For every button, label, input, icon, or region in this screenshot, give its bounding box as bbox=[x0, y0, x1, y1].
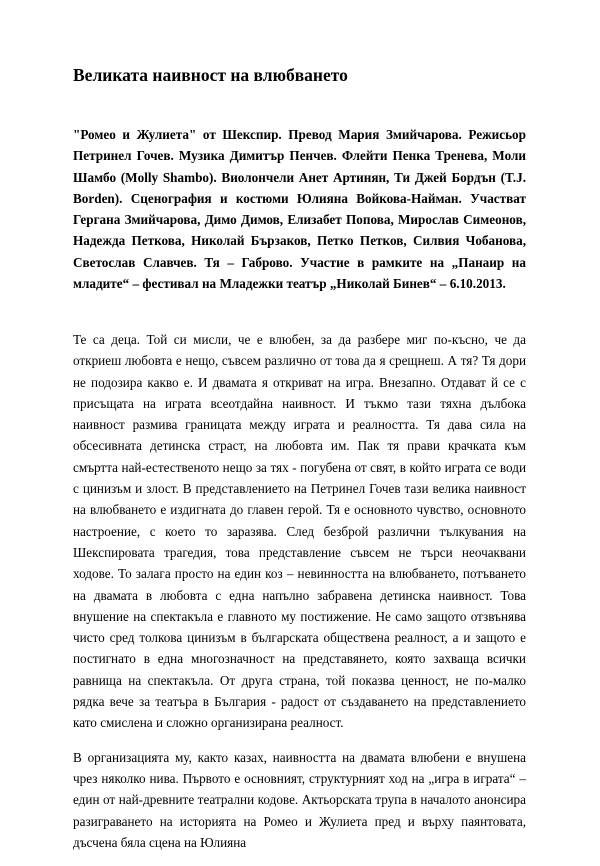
article-body bbox=[73, 329, 526, 866]
body-paragraph: Те са деца. Той си мисли, че е влюбен, за да разбере миг по-късно, че да откриеш любовта е нещо, съвсем различно от това да я срещнеш. А тя? Тя дори не подозира какво е. И двамата я откриват на игра. Внезапно. Отдават й се с присъщата на играта всеотдайна наивност. И тъкмо тази тяхна дълбока наивност размива границата между играта и реалността. Тя дава сила на обсесивната детинска страст, на любовта им. Пак тя прави крачката към смъртта най-естественото нещо за тях - погубена от свят, в който играта се води с цинизъм и злост. В представлението на Петринел Гочев тази велика наивност на влюбването е издигната до главен герой. Тя е основното чувство, основното настроение, с което то заразява. След безброй различни тълкувания на Шекспировата трагедия, това представление съвсем не търси неочаквани ходове. То залага просто на един коз – невинността на влюбването, потъването на двамата в любовта с една напълно забравена детинска наивност. Това внушение на спектакъла е главното му постижение. Не само защото отзвънява чисто сред толкова цинизъм в българската обществена реалност, а и защото е постигнато в една многозначност на представянето, която захваща всички равнища на спектакъла. От друга страна, той показва ценност, не по-малко рядка вече за театъра в България - радост от създаването на представлението като смислена и сложно организирана реалност. bbox=[73, 332, 526, 731]
article-title: Великата наивност на влюбването bbox=[73, 65, 348, 85]
body-paragraph: В организацията му, както казах, наивността на двамата влюбени е внушена чрез няколко нива. Първото е основният, структурният ход на „игра в играта“ – един от най-древните театрални кодове. Актьорската трупа в началото анонсира разиграването на историята на Ромео и Жулиета пред и върху паянтовата, дъсчена бяла сцена на Юлияна bbox=[73, 749, 526, 850]
production-credits: "Ромео и Жулиета" от Шекспир. Превод Мария Змийчарова. Режисьор Петринел Гочев. Музика Димитър Пенчев. Флейти Пенка Тренева, Моли Шамбо (Molly Shambo). Виолончели Анет Артинян, Ти Джей Бордън (T.J. Borden). Сценография и костюми Юлияна Войкова-Найман. Участват Гергана Змийчарова, Димо Димов, Елизабет Попова, Мирослав Симеонов, Надежда Петкова, Николай Бързаков, Петко Петков, Силвия Чобанова, Светослав Славчев. Тя – Габрово. Участие в рамките на „Панаир на младите“ – фестивал на Младежки театър „Николай Бинев“ – 6.10.2013. bbox=[73, 127, 526, 292]
